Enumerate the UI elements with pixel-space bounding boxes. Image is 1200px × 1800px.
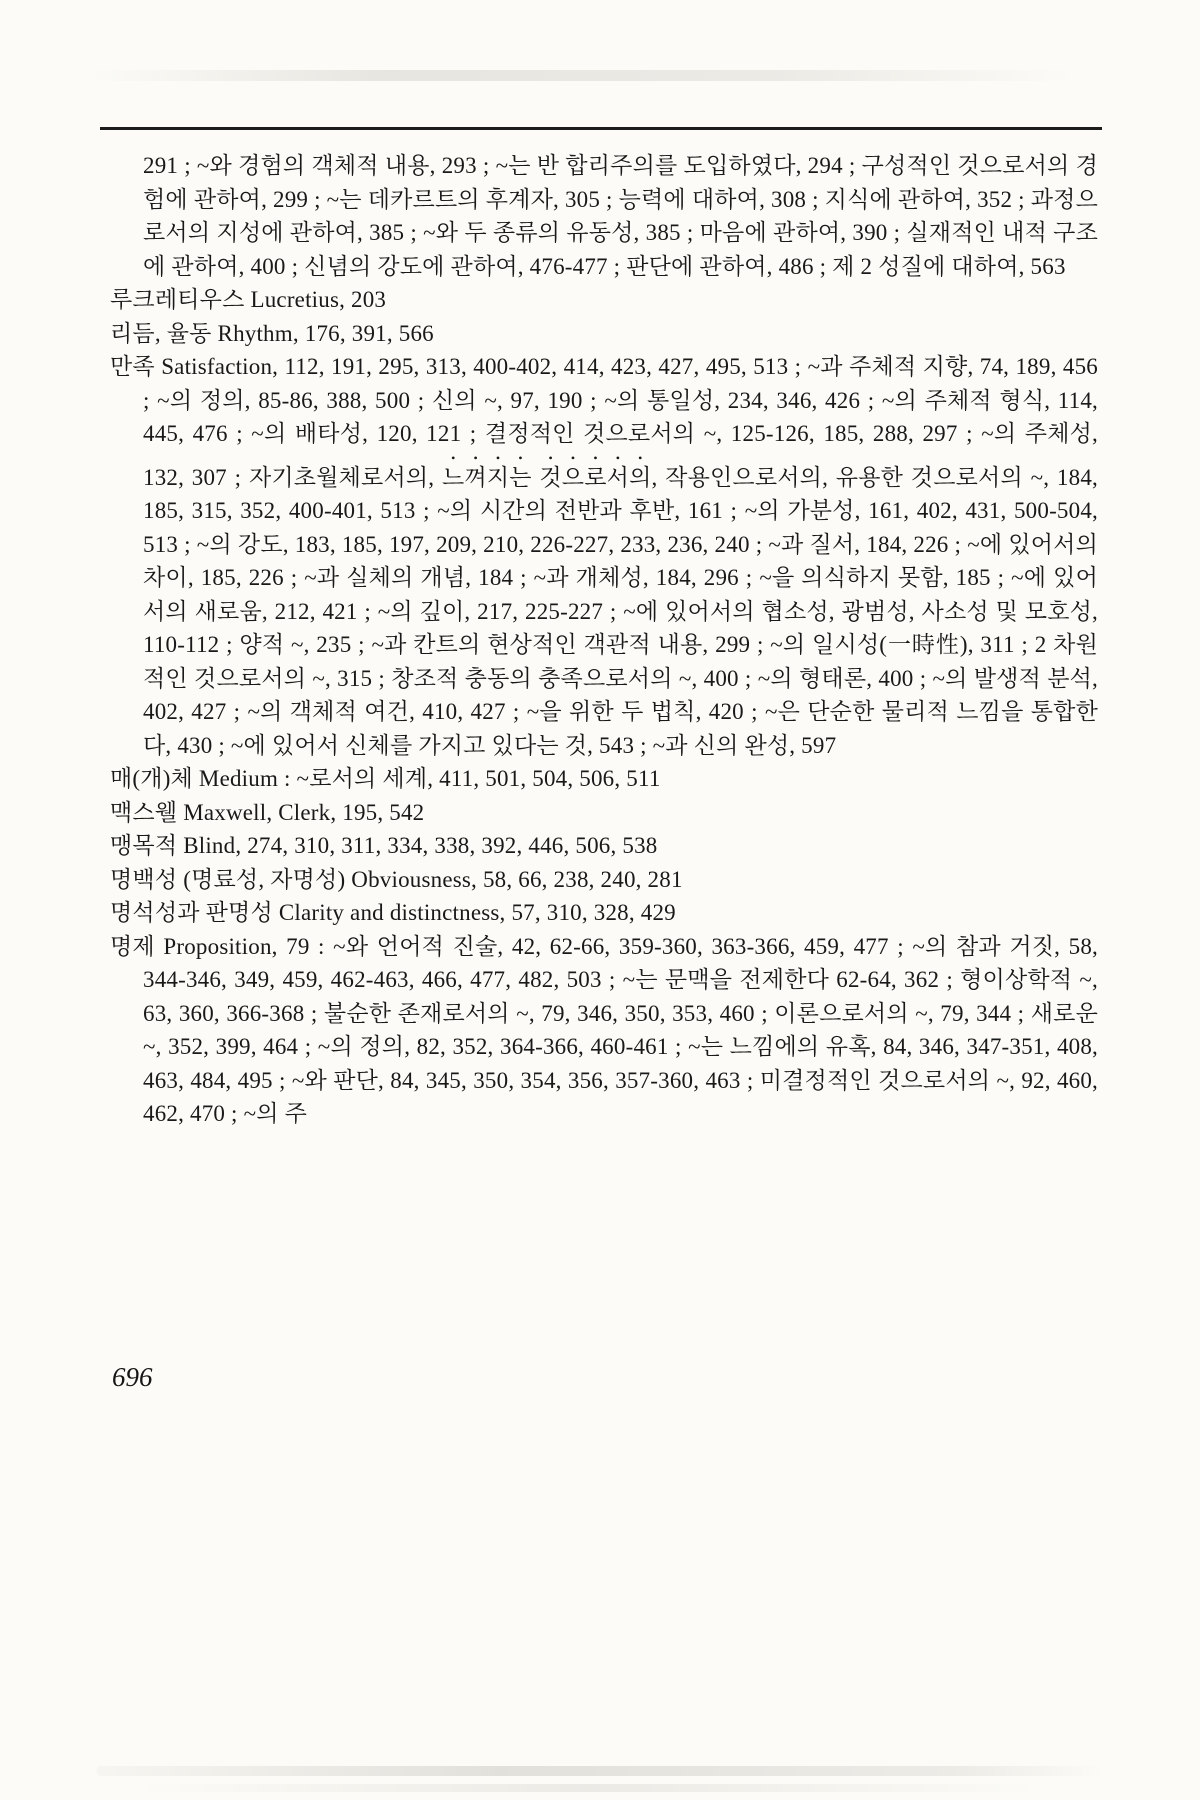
index-entry bbox=[110, 283, 1098, 317]
scan-artifact-bottom bbox=[96, 1766, 1104, 1776]
index-entry bbox=[110, 829, 1098, 863]
entry-text: , 작용인으로서의, 유용한 것으로서의 ~, 184, 185, 315, 352, 400-401, 513 ; ~의 시간의 전반과 후반, 161 ; ~의 가분성, 161, 402, 431, 500-504, 513 ; ~의 강도, 183, 185, 197, 209, 210, 226-227, 233, 236, 240 ; ~과 질서, 184, 226 ; ~에 있어서의 차이, 185, 226 ; ~과 실체의 개념, 184 ; ~과 개체성, 184, 296 ; ~을 의식하지 못함, 185 ; ~에 있어서의 새로움, 212, 421 ; ~의 깊이, 217, 225-227 ; ~에 있어서의 협소성, 광범성, 사소성 및 모호성, 110-112 ; 양적 ~, 235 ; ~과 칸트의 현상적인 객관적 내용, 299 ; ~의 일시성(一時性), 311 ; 2 차원적인 것으로서의 ~, 315 ; 창조적 충동의 충족으로서의 ~, 400 ; ~의 형태론, 400 ; ~의 발생적 분석, 402, 427 ; ~의 객체적 여건, 410, 427 ; ~을 위한 두 법칙, 420 ; ~은 단순한 물리적 느낌을 통합한다, 430 ; ~에 있어서 신체를 가지고 있다는 것, 543 ; ~과 신의 완성, 597 bbox=[143, 464, 1098, 758]
entry-text: 만족 Satisfaction, 112, 191, 295, 313, 400-402, 414, 423, 427, 495, 513 ; ~과 주체적 지향, 74, 189, 456 ; ~의 정의, 85-86, 388, 500 ; 신의 ~, 97, 190 ; ~의 통일성, 234, 346, 426 ; ~의 주체적 형식, 114, 445, 476 ; ~의 배타성, 120, 121 ; 결정적인 것으로서의 ~, 125-126, 185, 288, 297 ; ~의 주체성, 132, 307 ; 자기초월체로서의, bbox=[110, 354, 1098, 490]
entry-text: 매(개)체 Medium : ~로서의 세계, 411, 501, 504, 506, 511 bbox=[110, 766, 661, 791]
index-entry bbox=[110, 930, 1098, 1131]
index-entry bbox=[110, 896, 1098, 930]
entry-text: 맹목적 Blind, 274, 310, 311, 334, 338, 392, 446, 506, 538 bbox=[110, 833, 658, 858]
entry-text: 리듬, 율동 Rhythm, 176, 391, 566 bbox=[110, 320, 434, 346]
emphasized-text: 느껴지는 것으로서의 bbox=[441, 464, 652, 490]
entry-text: 291 ; ~와 경험의 객체적 내용, 293 ; ~는 반 합리주의를 도입하였다, 294 ; 구성적인 것으로서의 경험에 관하여, 299 ; ~는 데카르트의 후계자, 305 ; 능력에 대하여, 308 ; 지식에 관하여, 352 ; 과정으로서의 지성에 관하여, 385 ; ~와 두 종류의 유동성, 385 ; 마음에 관하여, 390 ; 실재적인 내적 구조에 관하여, 400 ; 신념의 강도에 관하여, 476-477 ; 판단에 관하여, 486 ; 제 2 성질에 대하여, 563 bbox=[143, 153, 1098, 279]
scan-artifact-top bbox=[92, 70, 1072, 81]
index-entry bbox=[110, 796, 1098, 830]
entry-text: 루크레티우스 Lucretius, 203 bbox=[110, 287, 387, 312]
header-rule bbox=[100, 127, 1102, 130]
entry-text: 명백성 (명료성, 자명성) Obviousness, 58, 66, 238, 240, 281 bbox=[110, 866, 683, 892]
index-list bbox=[110, 149, 1098, 1131]
index-entry bbox=[110, 762, 1098, 796]
index-entry bbox=[110, 350, 1098, 762]
entry-text: 맥스웰 Maxwell, Clerk, 195, 542 bbox=[110, 799, 425, 825]
index-entry-continuation bbox=[110, 149, 1098, 283]
scan-artifact-bottom-2 bbox=[140, 1784, 1040, 1792]
index-entry bbox=[110, 317, 1098, 351]
page-number: 696 bbox=[112, 1362, 153, 1392]
index-entry bbox=[110, 863, 1098, 897]
entry-text: 명제 Proposition, 79 : ~와 언어적 진술, 42, 62-66, 359-360, 363-366, 459, 477 ; ~의 참과 거짓, 58, 344-346, 349, 459, 462-463, 466, 477, 482, 503 ; ~는 문맥을 전제한다 62-64, 362 ; 형이상학적 ~, 63, 360, 366-368 ; 불순한 존재로서의 ~, 79, 346, 350, 353, 460 ; 이론으로서의 ~, 79, 344 ; 새로운 ~, 352, 399, 464 ; ~의 정의, 82, 352, 364-366, 460-461 ; ~는 느낌에의 유혹, 84, 346, 347-351, 408, 463, 484, 495 ; ~와 판단, 84, 345, 350, 354, 356, 357-360, 463 ; 미결정적인 것으로서의 ~, 92, 460, 462, 470 ; ~의 주 bbox=[110, 933, 1098, 1126]
entry-text: 명석성과 판명성 Clarity and distinctness, 57, 310, 328, 429 bbox=[110, 900, 676, 925]
